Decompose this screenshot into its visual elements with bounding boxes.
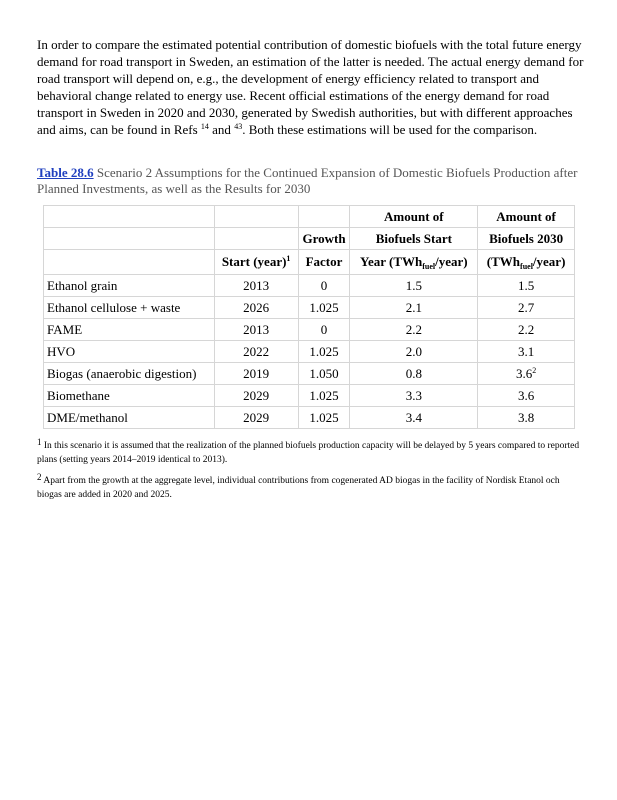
- cell-growth-factor: 1.050: [298, 363, 350, 385]
- footnote-ref-2[interactable]: 2: [532, 365, 537, 375]
- table-caption: [37, 165, 585, 197]
- cell-growth-factor: 0: [298, 275, 350, 297]
- cell-start-year: 2026: [214, 297, 298, 319]
- header-growth: Growth: [298, 228, 350, 250]
- cell-amount-start: 2.2: [350, 319, 478, 341]
- table-row: [44, 275, 575, 297]
- header-empty: [44, 206, 215, 228]
- header-empty: [214, 228, 298, 250]
- footnote-text: Apart from the growth at the aggregate level, individual contributions from cogenerated AD biogas in the facility of Nordisk Etanol och biogas are added in 2020 and 2025.: [37, 476, 560, 500]
- cell-fuel-name: Biogas (anaerobic digestion): [44, 363, 215, 385]
- cell-amount-start: 0.8: [350, 363, 478, 385]
- header-amount-start: Biofuels Start: [350, 228, 478, 250]
- header-start-year: Start (year)$^1$: [214, 250, 298, 275]
- footnote-text: In this scenario it is assumed that the realization of the planned biofuels production capacity will be delayed by 5 years compared to reported plans (setting years 2014–2019 identical to 2013).: [37, 441, 580, 465]
- cell-growth-factor: 0: [298, 319, 350, 341]
- cell-growth-factor: 1.025: [298, 297, 350, 319]
- footnote-mark: 1: [37, 437, 42, 447]
- cell-start-year: 2019: [214, 363, 298, 385]
- intro-text: In order to compare the estimated potential contribution of domestic biofuels with the total future energy demand for road transport in Sweden, an estimation of the latter is needed. The actual energy demand for road transport will depend on, e.g., the development of energy efficiency related to transport and behavioral change related to energy use. Recent official estimations of the energy demand for road transport in Sweden in 2020 and 2030, generated by Swedish authorities, but with different approaches and aims, can be found in Refs: [37, 37, 584, 137]
- cell-start-year: 2029: [214, 385, 298, 407]
- header-amount-2030: Amount of: [478, 206, 575, 228]
- ref-43[interactable]: 43: [234, 122, 243, 131]
- cell-fuel-name: DME/methanol: [44, 407, 215, 429]
- header-empty: [44, 250, 215, 275]
- table-row: [44, 363, 575, 385]
- cell-amount-2030: 2.7: [478, 297, 575, 319]
- scenario-table: [43, 205, 575, 429]
- cell-amount-start: 2.0: [350, 341, 478, 363]
- header-amount-2030-unit: (TWh$_{fuel}$/year): [478, 250, 575, 275]
- cell-amount-2030: 3.6: [478, 385, 575, 407]
- table-row: [44, 341, 575, 363]
- cell-amount-2030: 3.8: [478, 407, 575, 429]
- cell-fuel-name: FAME: [44, 319, 215, 341]
- cell-amount-start: 3.4: [350, 407, 478, 429]
- cell-amount-2030: 1.5: [478, 275, 575, 297]
- footnote-1: [37, 439, 585, 467]
- table-row: [44, 385, 575, 407]
- intro-and: and: [212, 122, 231, 137]
- footnote-mark: 2: [37, 472, 42, 482]
- cell-amount-2030: $3.6^2$: [478, 363, 575, 385]
- cell-start-year: 2013: [214, 319, 298, 341]
- cell-start-year: 2029: [214, 407, 298, 429]
- cell-fuel-name: Ethanol cellulose + waste: [44, 297, 215, 319]
- cell-amount-2030: 3.1: [478, 341, 575, 363]
- header-amount-start: Amount of: [350, 206, 478, 228]
- table-row: [44, 407, 575, 429]
- cell-growth-factor: 1.025: [298, 407, 350, 429]
- cell-growth-factor: 1.025: [298, 385, 350, 407]
- header-empty: [214, 206, 298, 228]
- cell-amount-2030: 2.2: [478, 319, 575, 341]
- intro-paragraph: [37, 36, 585, 138]
- header-amount-start-unit: Year (TWh$_{fuel}$/year): [350, 250, 478, 275]
- cell-amount-start: 3.3: [350, 385, 478, 407]
- header-empty: [298, 206, 350, 228]
- ref-14[interactable]: 14: [200, 122, 209, 131]
- cell-start-year: 2022: [214, 341, 298, 363]
- cell-start-year: 2013: [214, 275, 298, 297]
- cell-growth-factor: 1.025: [298, 341, 350, 363]
- table-row: [44, 319, 575, 341]
- header-empty: [44, 228, 215, 250]
- cell-amount-start: 1.5: [350, 275, 478, 297]
- header-growth: Factor: [298, 250, 350, 275]
- caption-text: Scenario 2 Assumptions for the Continued Expansion of Domestic Biofuels Production after Planned Investments, as well as the Results for 2030: [37, 165, 578, 196]
- intro-text-end: . Both these estimations will be used for the comparison.: [242, 122, 538, 137]
- cell-fuel-name: HVO: [44, 341, 215, 363]
- cell-amount-start: 2.1: [350, 297, 478, 319]
- footnote-2: [37, 474, 585, 502]
- cell-fuel-name: Ethanol grain: [44, 275, 215, 297]
- footnote-ref-1[interactable]: 1: [286, 254, 291, 263]
- header-amount-2030: Biofuels 2030: [478, 228, 575, 250]
- table-row: [44, 297, 575, 319]
- cell-fuel-name: Biomethane: [44, 385, 215, 407]
- table-link[interactable]: Table 28.6: [37, 165, 94, 180]
